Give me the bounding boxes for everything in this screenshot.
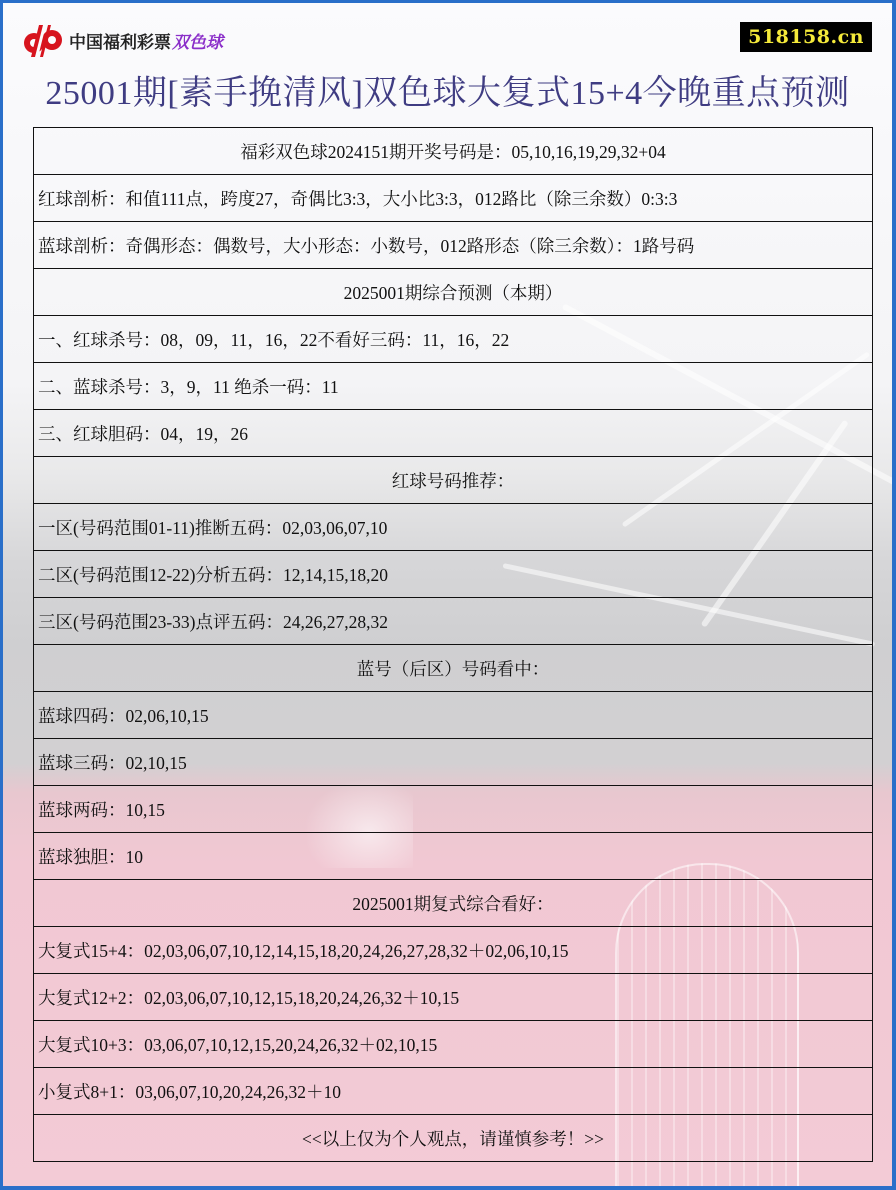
table-row [34,880,873,927]
table-row [34,692,873,739]
section-header: 2025001期综合预测（本期） [34,269,873,316]
blue-two-picks: 蓝球两码：10,15 [34,786,873,833]
section-header: 蓝号（后区）号码看中： [34,645,873,692]
blue-single-pick: 蓝球独胆：10 [34,833,873,880]
red-ball-bankers: 三、红球胆码：04，19，26 [34,410,873,457]
table-row [34,1021,873,1068]
zone-3-picks: 三区(号码范围23-33)点评五码：24,26,27,28,32 [34,598,873,645]
compound-12-2: 大复式12+2：02,03,06,07,10,12,15,18,20,24,26,32＋10,15 [34,974,873,1021]
site-domain-badge[interactable]: 518158.cn [740,22,872,52]
table-row [34,739,873,786]
blue-four-picks: 蓝球四码：02,06,10,15 [34,692,873,739]
section-header: 2025001期复式综合看好： [34,880,873,927]
page-frame [3,3,892,1186]
table-row [34,974,873,1021]
red-ball-kill: 一、红球杀号：08，09，11，16，22不看好三码：11，16，22 [34,316,873,363]
table-row [34,457,873,504]
table-row [34,1068,873,1115]
table-row [34,833,873,880]
cwl-logo-icon [21,23,65,57]
disclaimer: <<以上仅为个人观点，请谨慎参考！>> [34,1115,873,1162]
section-header: 红球号码推荐： [34,457,873,504]
red-ball-analysis: 红球剖析：和值111点，跨度27，奇偶比3:3，大小比3:3，012路比（除三余数）0:3:3 [34,175,873,222]
table-row [34,551,873,598]
table-row-draw-result [34,128,873,175]
table-row [34,363,873,410]
compound-10-3: 大复式10+3：03,06,07,10,12,15,20,24,26,32＋02,10,15 [34,1021,873,1068]
table-row [34,222,873,269]
blue-ball-analysis: 蓝球剖析：奇偶形态：偶数号，大小形态：小数号，012路形态（除三余数）：1路号码 [34,222,873,269]
compound-8-1: 小复式8+1：03,06,07,10,20,24,26,32＋10 [34,1068,873,1115]
logo-text-main: 中国福利彩票 [69,32,171,53]
table-row [34,269,873,316]
compound-15-4: 大复式15+4：02,03,06,07,10,12,14,15,18,20,24,26,27,28,32＋02,06,10,15 [34,927,873,974]
blue-ball-kill: 二、蓝球杀号：3，9，11 绝杀一码：11 [34,363,873,410]
header [3,3,892,63]
table-row [34,175,873,222]
table-row [34,645,873,692]
table-row [34,1115,873,1162]
table-row [34,786,873,833]
page-title: 25001期[素手挽清风]双色球大复式15+4今晚重点预测 [45,75,850,112]
table-row [34,504,873,551]
zone-2-picks: 二区(号码范围12-22)分析五码：12,14,15,18,20 [34,551,873,598]
table-row [34,927,873,974]
blue-three-picks: 蓝球三码：02,10,15 [34,739,873,786]
zone-1-picks: 一区(号码范围01-11)推断五码：02,03,06,07,10 [34,504,873,551]
prediction-table [33,127,873,1162]
table-row [34,316,873,363]
section-header: 福彩双色球2024151期开奖号码是：05,10,16,19,29,32+04 [34,128,873,175]
logo-text-accent: 双色球 [172,32,223,53]
lottery-logo[interactable] [21,21,223,59]
table-row [34,598,873,645]
table-row [34,410,873,457]
